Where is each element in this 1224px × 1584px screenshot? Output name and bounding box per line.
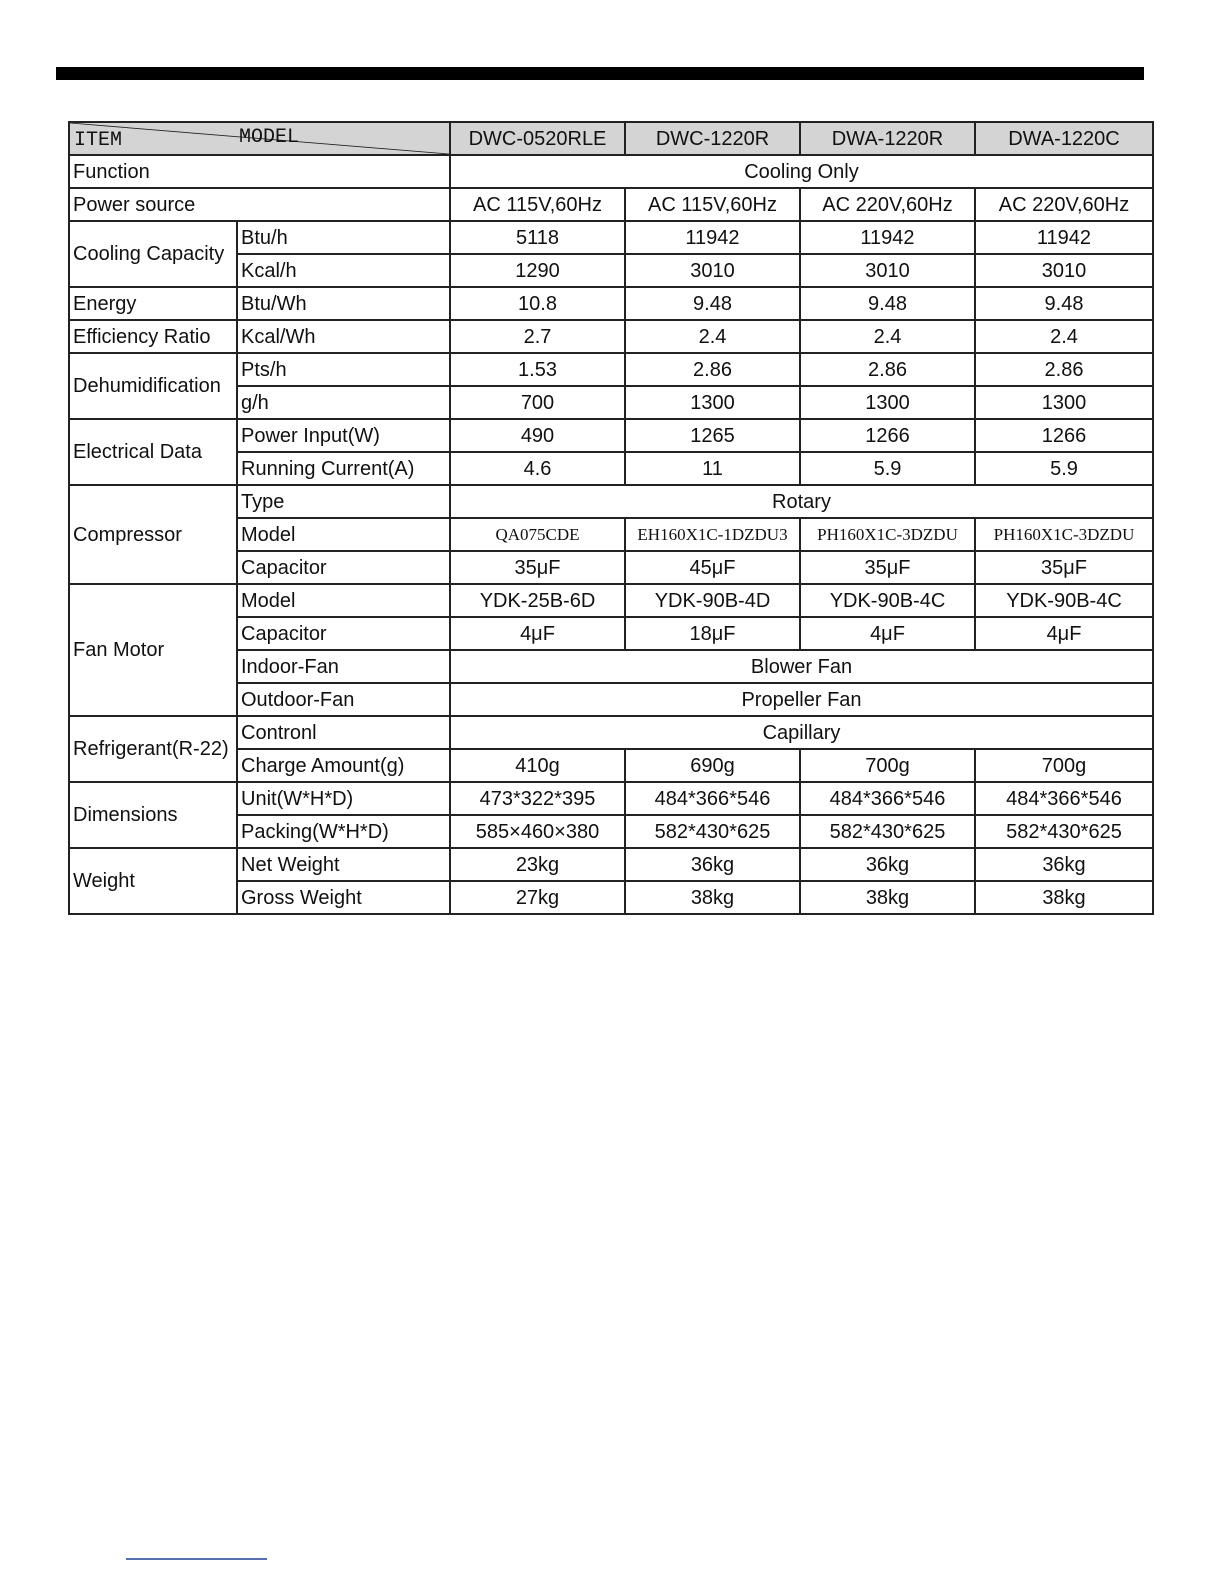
cell-value: 4.6 — [450, 452, 625, 485]
cell-value: YDK-90B-4C — [975, 584, 1153, 617]
unit-label: Power Input(W) — [237, 419, 450, 452]
cell-value: YDK-90B-4C — [800, 584, 975, 617]
unit-label: Model — [237, 518, 450, 551]
cell-value: 3010 — [975, 254, 1153, 287]
cell-value: 5.9 — [975, 452, 1153, 485]
table-row — [69, 287, 1153, 320]
group-label: Compressor — [69, 485, 237, 584]
cell-value: PH160X1C-3DZDU — [975, 518, 1153, 551]
cell-value: 2.4 — [625, 320, 800, 353]
group-label: Fan Motor — [69, 584, 237, 716]
cell-value: 36kg — [975, 848, 1153, 881]
cell-value: 484*366*546 — [625, 782, 800, 815]
cell-value: AC 115V,60Hz — [450, 188, 625, 221]
cell-value: 700 — [450, 386, 625, 419]
unit-label: Btu/h — [237, 221, 450, 254]
footer-link-rule — [126, 1558, 267, 1560]
cell-value: 582*430*625 — [800, 815, 975, 848]
unit-label: Capacitor — [237, 617, 450, 650]
cell-value: 11942 — [975, 221, 1153, 254]
unit-label: Type — [237, 485, 450, 518]
cell-value: 1266 — [800, 419, 975, 452]
cell-value: 11942 — [800, 221, 975, 254]
unit-label: Charge Amount(g) — [237, 749, 450, 782]
cell-value: 11942 — [625, 221, 800, 254]
table-row — [69, 485, 1153, 518]
cell-value: Rotary — [450, 485, 1153, 518]
cell-value: 23kg — [450, 848, 625, 881]
table-row — [69, 848, 1153, 881]
group-label: Weight — [69, 848, 237, 914]
corner-model-label: MODEL — [238, 126, 299, 149]
cell-value: 484*366*546 — [975, 782, 1153, 815]
cell-value: 45μF — [625, 551, 800, 584]
cell-value: EH160X1C-1DZDU3 — [625, 518, 800, 551]
cell-value: 5118 — [450, 221, 625, 254]
cell-value: 582*430*625 — [975, 815, 1153, 848]
cell-value: PH160X1C-3DZDU — [800, 518, 975, 551]
table-row — [69, 584, 1153, 617]
table-row — [69, 419, 1153, 452]
cell-value: Capillary — [450, 716, 1153, 749]
group-label-line2: Efficiency Ratio — [69, 320, 237, 353]
cell-value: 410g — [450, 749, 625, 782]
table-row — [69, 155, 1153, 188]
cell-value: 4μF — [800, 617, 975, 650]
unit-label: Outdoor-Fan — [237, 683, 450, 716]
row-label: Function — [69, 155, 450, 188]
cell-value: 36kg — [800, 848, 975, 881]
cell-value: 38kg — [975, 881, 1153, 914]
cell-value: Cooling Only — [450, 155, 1153, 188]
unit-label: Pts/h — [237, 353, 450, 386]
cell-value: AC 220V,60Hz — [800, 188, 975, 221]
cell-value: 11 — [625, 452, 800, 485]
cell-value: 38kg — [625, 881, 800, 914]
group-label: Cooling Capacity — [69, 221, 237, 287]
cell-value: 2.4 — [975, 320, 1153, 353]
unit-label: Contronl — [237, 716, 450, 749]
cell-value: Blower Fan — [450, 650, 1153, 683]
cell-value: 2.7 — [450, 320, 625, 353]
cell-value: YDK-90B-4D — [625, 584, 800, 617]
cell-value: AC 115V,60Hz — [625, 188, 800, 221]
cell-value: 2.4 — [800, 320, 975, 353]
cell-value: 2.86 — [975, 353, 1153, 386]
unit-label: Unit(W*H*D) — [237, 782, 450, 815]
cell-value: 9.48 — [625, 287, 800, 320]
corner-item-label: ITEM — [74, 129, 123, 152]
cell-value: 2.86 — [800, 353, 975, 386]
model-header: DWC-1220R — [625, 122, 800, 155]
cell-value: 10.8 — [450, 287, 625, 320]
cell-value: YDK-25B-6D — [450, 584, 625, 617]
unit-label: Capacitor — [237, 551, 450, 584]
cell-value: 1300 — [625, 386, 800, 419]
cell-value: 1300 — [800, 386, 975, 419]
group-label: Dehumidification — [69, 353, 237, 419]
group-label-line1: Energy — [69, 287, 237, 320]
cell-value: 1300 — [975, 386, 1153, 419]
unit-label: Model — [237, 584, 450, 617]
cell-value: 9.48 — [800, 287, 975, 320]
cell-value: 3010 — [800, 254, 975, 287]
cell-value: 3010 — [625, 254, 800, 287]
cell-value: 690g — [625, 749, 800, 782]
table-row — [69, 782, 1153, 815]
group-label: Dimensions — [69, 782, 237, 848]
model-header: DWA-1220C — [975, 122, 1153, 155]
unit-label: Kcal/Wh — [237, 320, 450, 353]
cell-value: 700g — [975, 749, 1153, 782]
cell-value: 1266 — [975, 419, 1153, 452]
spec-table — [68, 121, 1154, 915]
cell-value: 27kg — [450, 881, 625, 914]
cell-value: 585×460×380 — [450, 815, 625, 848]
row-label: Power source — [69, 188, 450, 221]
cell-value: 35μF — [450, 551, 625, 584]
unit-label: Kcal/h — [237, 254, 450, 287]
table-row — [69, 353, 1153, 386]
table-row — [69, 221, 1153, 254]
cell-value: 582*430*625 — [625, 815, 800, 848]
table-row — [69, 716, 1153, 749]
cell-value: 1265 — [625, 419, 800, 452]
model-header: DWA-1220R — [800, 122, 975, 155]
cell-value: QA075CDE — [450, 518, 625, 551]
top-rule — [56, 67, 1144, 80]
unit-label: Indoor-Fan — [237, 650, 450, 683]
cell-value: 35μF — [800, 551, 975, 584]
cell-value: AC 220V,60Hz — [975, 188, 1153, 221]
cell-value: 1290 — [450, 254, 625, 287]
cell-value: 9.48 — [975, 287, 1153, 320]
unit-label: Gross Weight — [237, 881, 450, 914]
unit-label: Btu/Wh — [237, 287, 450, 320]
cell-value: 35μF — [975, 551, 1153, 584]
unit-label: Packing(W*H*D) — [237, 815, 450, 848]
table-row — [69, 188, 1153, 221]
cell-value: 36kg — [625, 848, 800, 881]
table-row — [69, 320, 1153, 353]
cell-value: 700g — [800, 749, 975, 782]
header-row — [69, 122, 1153, 155]
cell-value: 5.9 — [800, 452, 975, 485]
cell-value: 18μF — [625, 617, 800, 650]
cell-value: 1.53 — [450, 353, 625, 386]
unit-label: Net Weight — [237, 848, 450, 881]
cell-value: 4μF — [450, 617, 625, 650]
corner-cell — [69, 122, 450, 155]
model-header: DWC-0520RLE — [450, 122, 625, 155]
cell-value: 484*366*546 — [800, 782, 975, 815]
cell-value: 4μF — [975, 617, 1153, 650]
unit-label: Running Current(A) — [237, 452, 450, 485]
group-label: Electrical Data — [69, 419, 237, 485]
cell-value: 490 — [450, 419, 625, 452]
group-label: Refrigerant(R-22) — [69, 716, 237, 782]
cell-value: 473*322*395 — [450, 782, 625, 815]
cell-value: Propeller Fan — [450, 683, 1153, 716]
cell-value: 2.86 — [625, 353, 800, 386]
unit-label: g/h — [237, 386, 450, 419]
cell-value: 38kg — [800, 881, 975, 914]
